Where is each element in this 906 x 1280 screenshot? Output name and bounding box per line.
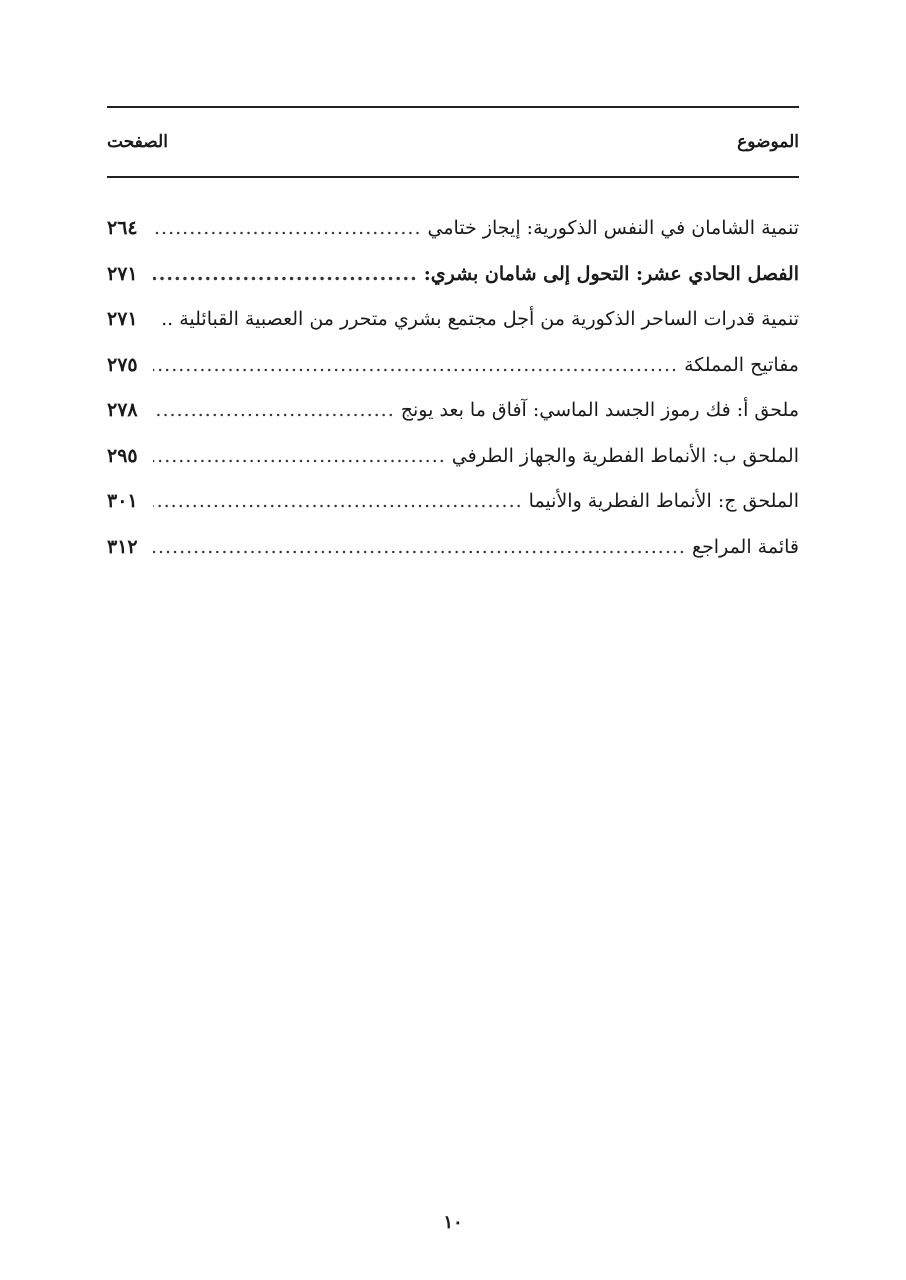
- topic-column-label: الموضوع: [737, 132, 799, 152]
- toc-entry: [107, 434, 799, 480]
- toc-dot-leader: [153, 538, 686, 557]
- toc-entry-page: ٣٠١: [107, 490, 138, 513]
- toc-dot-leader: [153, 265, 418, 284]
- toc-dot-leader: [153, 356, 678, 375]
- toc-dot-leader: [153, 401, 395, 420]
- toc-entry: [107, 525, 799, 571]
- toc-entry-title: تنمية الشامان في النفس الذكورية: إيجاز ختامي: [427, 217, 799, 240]
- toc-entry-page: ٣١٢: [107, 535, 138, 558]
- toc-entry-title: الملحق ج: الأنماط الفطرية والأنيما: [528, 490, 799, 513]
- toc-entry: [107, 206, 799, 252]
- toc-entry-page: ٢٩٥: [107, 444, 138, 467]
- toc-header: [107, 126, 799, 158]
- toc-entry-title: الملحق ب: الأنماط الفطرية والجهاز الطرفي: [451, 444, 799, 467]
- table-of-contents: [107, 206, 799, 570]
- toc-entry-page: ٢٧٨: [107, 399, 138, 422]
- toc-entry-page: ٢٧٥: [107, 353, 138, 376]
- page-column-label: الصفحت: [107, 132, 168, 152]
- toc-entry-title: مفاتيح المملكة: [684, 353, 799, 376]
- toc-entry: [107, 343, 799, 389]
- toc-dot-leader: [153, 447, 446, 466]
- toc-dot-leader: [153, 492, 523, 511]
- toc-entry: [107, 479, 799, 525]
- page-number: ١٠: [443, 1212, 463, 1233]
- toc-entry-title: تنمية قدرات الساحر الذكورية من أجل مجتمع بشري متحرر من العصبية القبائلية ..: [161, 308, 799, 331]
- toc-entry-page: ٢٧١: [107, 262, 138, 285]
- toc-entry-title: قائمة المراجع: [691, 535, 799, 558]
- toc-entry-title: الفصل الحادي عشر: التحول إلى شامان بشري:: [423, 262, 799, 285]
- toc-entry-page: ٢٦٤: [107, 217, 138, 240]
- header-top-rule: [107, 106, 799, 108]
- toc-entry: [107, 252, 799, 298]
- toc-entry: [107, 297, 799, 343]
- header-bottom-rule: [107, 176, 799, 178]
- toc-entry-page: ٢٧١: [107, 308, 138, 331]
- toc-entry-title: ملحق أ: فك رموز الجسد الماسي: آفاق ما بعد يونج: [400, 399, 799, 422]
- toc-dot-leader: [153, 219, 422, 238]
- toc-entry: [107, 388, 799, 434]
